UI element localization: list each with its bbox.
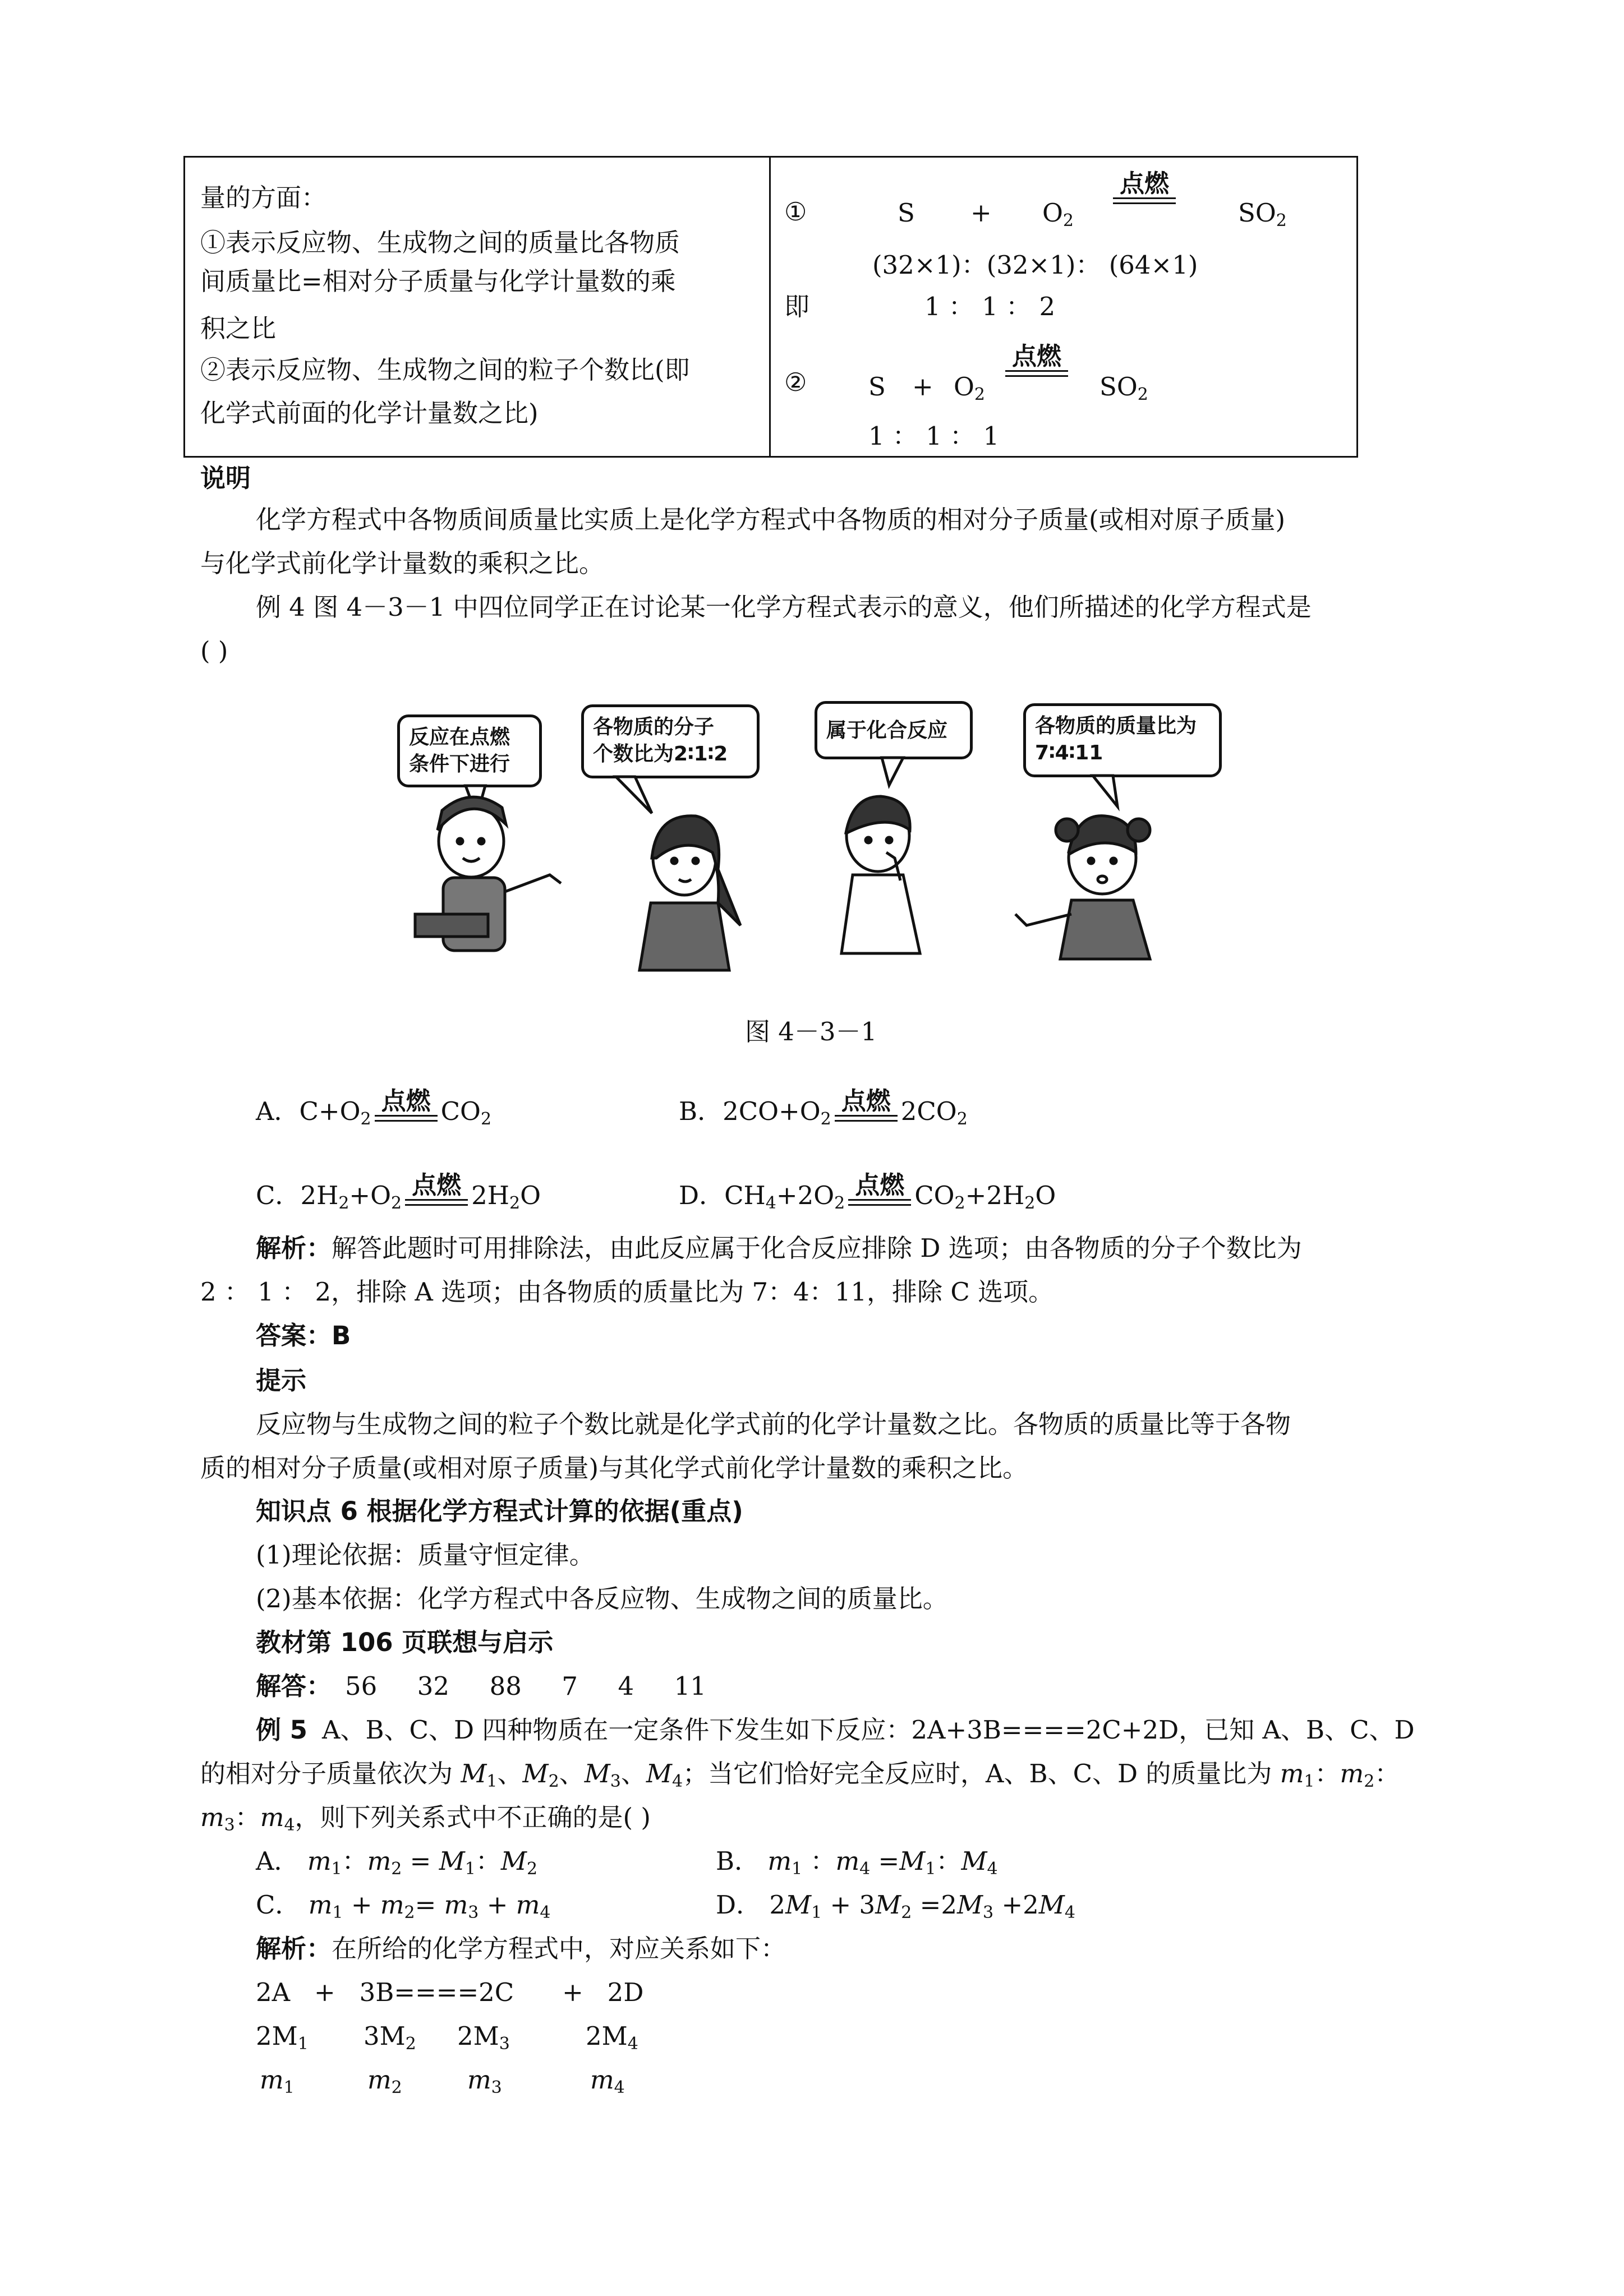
example5-option-d: D． $2M_1 + 3M_2 =2M_3 +2M_4$ <box>716 1890 1075 1922</box>
example4-line-1: 例 4 图 4－3－1 中四位同学正在讨论某一化学方程式表示的意义，他们所描述的化学方程式是 <box>256 592 1312 622</box>
eq2-arrow <box>1002 343 1071 384</box>
equation-marker-1: ① <box>784 197 807 227</box>
table-left-line-6: 化学式前面的化学计量数之比) <box>200 398 539 428</box>
option-c: C．$2H_2+O_2$ 点燃 $2H_2O$ <box>256 1171 541 1213</box>
option-d: D．$CH_4+2O_2$ 点燃 $CO_2+2H_2O$ <box>679 1171 1056 1213</box>
eq2-condition: 点燃 <box>1012 342 1061 371</box>
knowledge6-title: 知识点 6 根据化学方程式计算的依据(重点) <box>256 1496 743 1526</box>
example5-equation-row: 2A + 3B====2C + 2D <box>256 1977 644 2007</box>
example5-line-2: 的相对分子质量依次为 $M_1$、$M_2$、$M_3$、$M_4$；当它们恰好完全反应时，A、B、C、D 的质量比为 $m_1$：$m_2$： <box>200 1759 1400 1791</box>
student-4-figure <box>1015 816 1150 959</box>
example5-row-m2: $m_2$ <box>367 2065 402 2097</box>
example5-line-3: $m_3$：$m_4$，则下列关系式中不正确的是( ) <box>200 1802 651 1835</box>
table-left-line-4: 积之比 <box>200 313 277 343</box>
eq2-o2: $O_2$ <box>954 372 985 404</box>
table-left-line-2: ①表示反应物、生成物之间的质量比各物质 <box>200 228 680 257</box>
figure-caption: 图 4－3－1 <box>745 1017 877 1046</box>
eq1-s: S <box>898 198 915 228</box>
student-3-figure <box>841 796 920 953</box>
shuoming-line-2: 与化学式前化学计量数的乘积之比。 <box>200 548 605 578</box>
example5-jiexi: 解析：在所给的化学方程式中，对应关系如下： <box>256 1934 786 1963</box>
example5-line-1: 例 5 A、B、C、D 四种物质在一定条件下发生如下反应：2A+3B====2C+2D，已知 A、B、C、D <box>256 1715 1415 1745</box>
example5-row-m1: $m_1$ <box>260 2065 295 2097</box>
table-left-line-3: 间质量比=相对分子质量与化学计量数的乘 <box>200 266 676 296</box>
student-1-figure <box>415 797 561 951</box>
eq1-so2: $SO_2$ <box>1238 198 1287 230</box>
example5-row-m4: $m_4$ <box>590 2065 625 2097</box>
knowledge6-item-2: (2)基本依据：化学方程式中各反应物、生成物之间的质量比。 <box>256 1584 948 1613</box>
example5-option-c: C． $m_1 + m_2= m_3 + m_4$ <box>256 1890 551 1922</box>
eq2-so2: $SO_2$ <box>1099 372 1148 404</box>
knowledge6-item-1: (1)理论依据：质量守恒定律。 <box>256 1540 595 1570</box>
figure-4-3-1 <box>381 690 1245 981</box>
example4-line-2: ( ) <box>200 636 228 666</box>
eq2-plus: + <box>912 372 933 402</box>
particle-ratio-row: 1 ： 1 ： 1 <box>868 421 1000 451</box>
eq1-plus: + <box>970 198 992 228</box>
example4-jiexi-line-2: 2 ： 1 ： 2，排除 A 选项；由各物质的质量比为 7：4：11，排除 C 选项。 <box>200 1277 1054 1307</box>
eq1-condition: 点燃 <box>1120 169 1169 198</box>
example5-option-b: B． $m_1$ ：$m_4 =M_1$：$M_4$ <box>716 1846 998 1879</box>
eq1-o2: $O_2$ <box>1042 198 1074 230</box>
mass-ratio-row: (32×1)：(32×1)： (64×1) <box>872 250 1198 280</box>
tishi-title: 提示 <box>256 1366 307 1395</box>
example5-row-M1: $2M_1$ <box>256 2021 309 2054</box>
speech-bubble-1: 反应在点燃 条件下进行 <box>397 714 542 787</box>
example4-jiexi-line-1: 解析：解答此题时可用排除法，由此反应属于化合反应排除 D 选项；由各物质的分子个数比为 <box>256 1233 1302 1263</box>
shuoming-title: 说明 <box>200 463 251 493</box>
speech-bubble-2: 各物质的分子 个数比为2∶1∶2 <box>581 704 760 778</box>
eq2-s: S <box>868 372 886 402</box>
tishi-line-1: 反应物与生成物之间的粒子个数比就是化学式前的化学计量数之比。各物质的质量比等于各物 <box>256 1409 1291 1439</box>
example5-option-a: A． $m_1$：$m_2 = M_1$：$M_2$ <box>256 1846 538 1879</box>
simplified-ratio-row: 1 ： 1 ： 2 <box>924 292 1056 321</box>
option-b: B．$2CO+O_2$ 点燃 $2CO_2$ <box>679 1087 968 1129</box>
students-illustration <box>381 690 1245 981</box>
textbook-answer: 解答： 56 32 88 7 4 11 <box>256 1671 706 1701</box>
ji-label: 即 <box>784 292 810 321</box>
shuoming-line-1: 化学方程式中各物质间质量比实质上是化学方程式中各物质的相对分子质量(或相对原子质量) <box>256 505 1286 534</box>
example4-answer: 答案：B <box>256 1321 351 1350</box>
student-2-figure <box>640 816 740 970</box>
example5-row-M2: $3M_2$ <box>364 2021 416 2054</box>
table-left-line-5: ②表示反应物、生成物之间的粒子个数比(即 <box>200 355 690 385</box>
example5-row-m3: $m_3$ <box>467 2065 502 2097</box>
speech-bubble-3: 属于化合反应 <box>815 701 973 759</box>
eq1-arrow <box>1110 170 1179 211</box>
example5-row-M4: $2M_4$ <box>586 2021 638 2054</box>
option-a: A．$C+O_2$ 点燃 $CO_2$ <box>256 1087 492 1129</box>
example5-row-M3: $2M_3$ <box>457 2021 510 2054</box>
textbook-title: 教材第 106 页联想与启示 <box>256 1628 554 1657</box>
table-divider <box>769 158 771 456</box>
table-left-line-1: 量的方面： <box>200 183 327 213</box>
speech-bubble-4: 各物质的质量比为 7∶4∶11 <box>1023 703 1222 777</box>
tishi-line-2: 质的相对分子质量(或相对原子质量)与其化学式前化学计量数的乘积之比。 <box>200 1453 1028 1483</box>
equation-marker-2: ② <box>784 367 807 397</box>
